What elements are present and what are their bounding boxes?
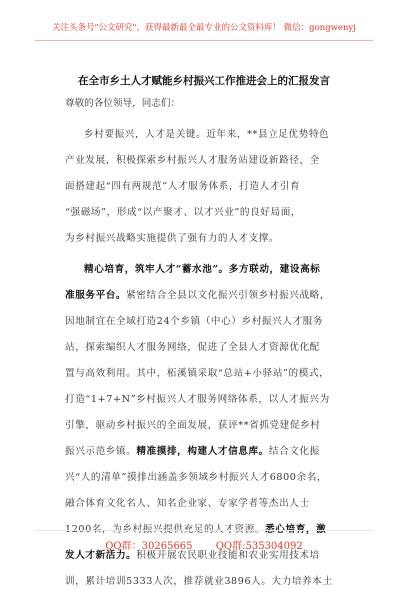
document-title: 在全市乡土人才赋能乡村振兴工作推进会上的汇报发言 bbox=[78, 75, 330, 87]
text-run: 面搭建起“四有两规范”人才服务体系，打造人才引育 bbox=[65, 181, 301, 192]
header-divider bbox=[35, 40, 373, 41]
bold-phrase: 准服务平台。 bbox=[65, 290, 127, 301]
body-line bbox=[84, 263, 321, 277]
text-run: 为乡村振兴战略实施提供了强有力的人才支撑。 bbox=[65, 233, 280, 244]
text-run: 置与高效利用。其中，柘溪镇采取“总站+小驿站”的模式， bbox=[65, 368, 330, 379]
body-line bbox=[65, 180, 300, 194]
footer bbox=[0, 537, 408, 552]
body-line bbox=[65, 367, 329, 381]
body-line bbox=[65, 289, 330, 303]
text-run: 积极开展农民职业技能和农业实用技术培 bbox=[136, 550, 320, 561]
body-line bbox=[65, 445, 320, 459]
body-line bbox=[84, 128, 329, 142]
text-run: 站，探索编织人才服务网络，促进了全县人才资源优化配 bbox=[65, 342, 320, 353]
text-run: 打造“1+7+N”乡村振兴人才服务网络体系，以人才振兴为 bbox=[65, 394, 330, 405]
text-run: 因地制宜在全域打造24个乡镇（中心）乡村振兴人才服务 bbox=[65, 316, 324, 327]
body-line bbox=[65, 471, 327, 485]
body-line bbox=[65, 419, 320, 433]
text-run: 产业发展，积极探索乡村振兴人才服务站建设新路径，全 bbox=[65, 155, 320, 166]
body-line bbox=[65, 206, 301, 220]
text-run: 兴“人的清单”摸排出涵盖多领域乡村振兴人才6800余名， bbox=[65, 472, 328, 483]
bold-phrase: 发人才新活力。 bbox=[65, 550, 137, 561]
text-run: 引擎，驱动乡村振兴的全面发展，获评**省抓党建促乡村 bbox=[65, 420, 321, 431]
text-run: 紧密结合全县以文化振兴引领乡村振兴战略， bbox=[126, 290, 331, 301]
bold-phrase: 精心培育，筑牢人才“蓄水池”。多方联动，建设高标 bbox=[84, 264, 321, 275]
text-run: 训，累计培训5333人次，推荐就业3896人。大力培养本土 bbox=[65, 576, 333, 587]
bold-phrase: 精准摸排，构建人才信息库。 bbox=[136, 446, 269, 457]
text-run: 融合体育文化名人、知名企业家、专家学者等杰出人士 bbox=[65, 498, 310, 509]
header-notice: 关注头条号"公文研究"，获得最新最全最专业的公文资料库！ 微信：gongwenyj bbox=[52, 23, 356, 33]
body-line bbox=[65, 575, 333, 589]
qq-group-2: QQ群:535304092 bbox=[215, 541, 303, 552]
text-run: 振兴示范乡镇。 bbox=[65, 446, 137, 457]
body-line bbox=[65, 232, 279, 246]
text-run: 结合文化振 bbox=[268, 446, 320, 457]
greeting: 尊敬的各位领导，同志们： bbox=[65, 98, 181, 109]
body-line bbox=[65, 154, 320, 168]
text-run: 乡村要振兴，人才是关键。近年来，**县立足优势特色 bbox=[84, 129, 330, 140]
body-line bbox=[65, 341, 320, 355]
body-line bbox=[65, 497, 310, 511]
qq-group-1: QQ群：30265665 bbox=[105, 541, 193, 552]
text-run: “强磁场”，形成“以产聚才、以才兴业”的良好局面， bbox=[65, 207, 302, 218]
footer-divider bbox=[35, 530, 373, 531]
body-line bbox=[65, 393, 330, 407]
body-line bbox=[65, 315, 323, 329]
